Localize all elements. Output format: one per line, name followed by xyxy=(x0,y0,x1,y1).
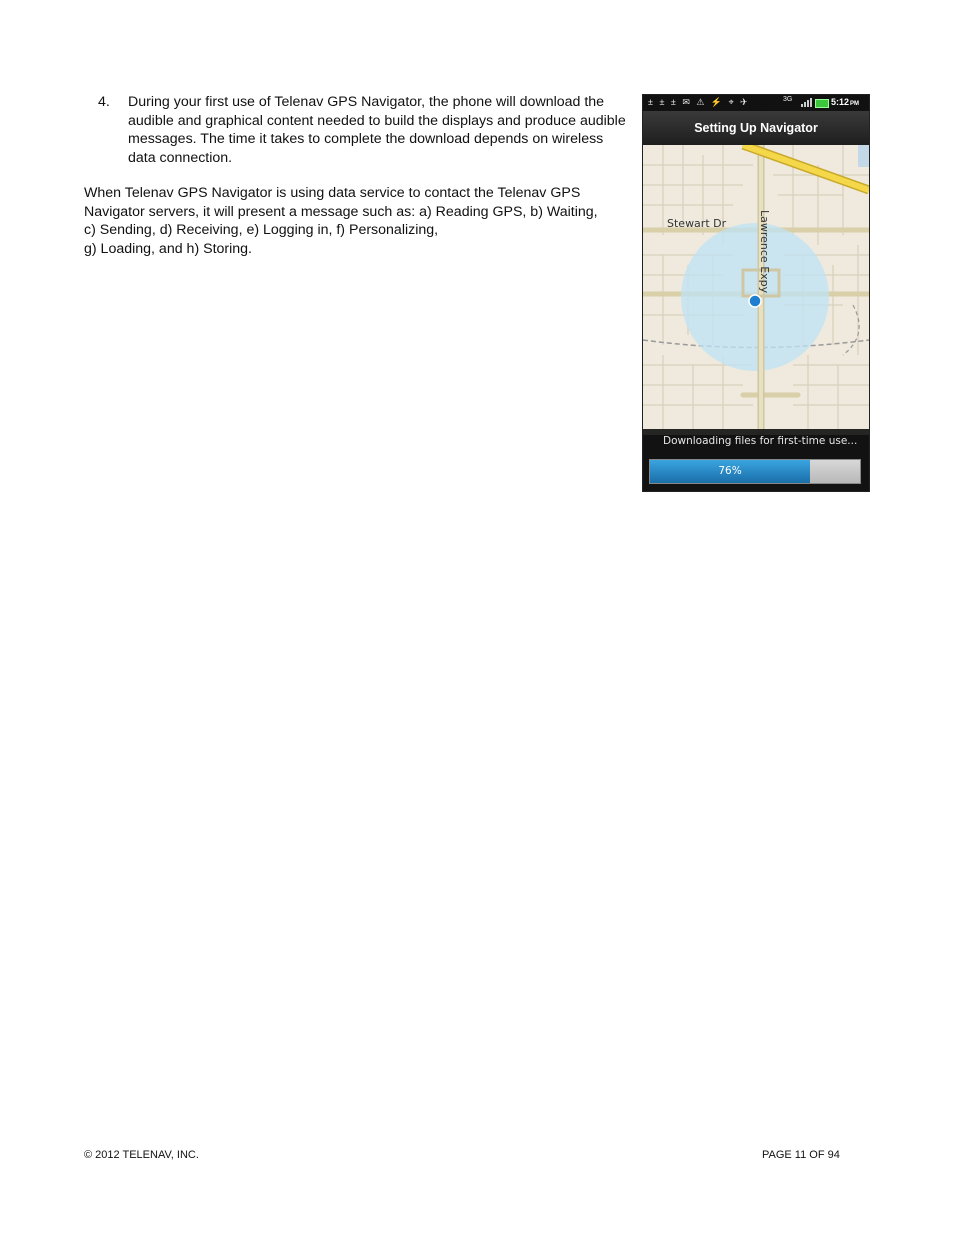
phone-screenshot xyxy=(642,94,870,492)
status-ampm: PM xyxy=(850,101,860,107)
data-service-paragraph xyxy=(84,184,624,258)
page-number: PAGE 11 OF 94 xyxy=(762,1149,840,1161)
paragraph-line: g) Loading, and h) Storing. xyxy=(84,240,252,257)
map-label-lawrence: Lawrence Expy xyxy=(758,210,771,294)
copyright: © 2012 TELENAV, INC. xyxy=(84,1149,199,1161)
paragraph-line: c) Sending, d) Receiving, e) Logging in, f) Personalizing, xyxy=(84,222,439,239)
map-view[interactable] xyxy=(643,145,869,435)
step-item xyxy=(98,93,630,167)
download-message: Downloading files for first-time use... xyxy=(663,435,858,447)
status-bar xyxy=(643,95,869,111)
network-type-indicator: 3G xyxy=(783,96,793,103)
paragraph-line: When Telenav GPS Navigator is using data service to contact the Telenav GPS xyxy=(84,185,581,201)
battery-icon xyxy=(815,99,829,108)
paragraph-line: Navigator servers, it will present a message such as: a) Reading GPS, b) Waiting, xyxy=(84,203,598,220)
step-text: During your first use of Telenav GPS Navigator, the phone will download the audible and graphical content needed to build the displays and produce audible messages. The time it takes to complete the download depends on wireless data connection. xyxy=(128,94,626,166)
current-location-icon xyxy=(749,295,761,307)
notification-icons: ± ± ± ✉ ⚠ ⚡ ⌖ ✈ xyxy=(648,97,750,107)
status-time: 5:12PM xyxy=(831,97,860,107)
step-number: 4. xyxy=(98,94,110,110)
download-progress-bar xyxy=(649,459,861,484)
progress-percent: 76% xyxy=(718,465,742,477)
screen-title: Setting Up Navigator xyxy=(643,111,869,145)
map-label-stewart: Stewart Dr xyxy=(667,217,727,230)
download-overlay xyxy=(643,429,869,491)
